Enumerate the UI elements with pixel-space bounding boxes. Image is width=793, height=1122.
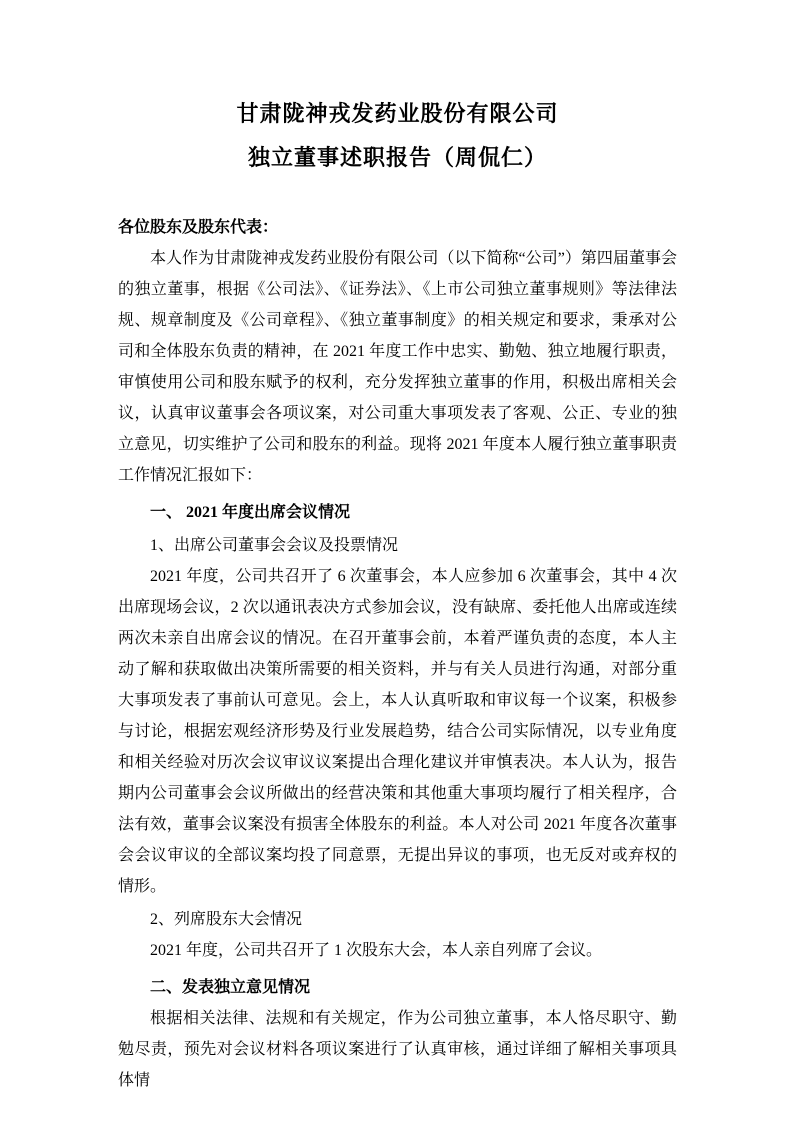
paragraph-shareholder-meeting: 2021 年度，公司共召开了 1 次股东大会，本人亲自列席了会议。 <box>150 942 603 959</box>
document-title-line-2: 独立董事述职报告（周侃仁） <box>247 145 547 170</box>
paragraph-independent-opinions: 根据相关法律、法规和有关规定，作为公司独立董事，本人恪尽职守、勤勉尽责，预先对会议材料各项议案进行了认真审核，通过详细了解相关事项具体情 <box>118 1010 677 1089</box>
paragraph-introduction: 本人作为甘肃陇神戎发药业股份有限公司（以下简称“公司”）第四届董事会的独立董事，根据《公司法》、《证券法》、《上市公司独立董事规则》等法律法规、规章制度及《公司章程》、《独立董事制度》的相关规定和要求，秉承对公司和全体股东负责的精神，在 2021 年度工作中忠实、勤勉、独立地履行职责，审慎使用公司和股东赋予的权利，充分发挥独立董事的作用，积极出席相关会议，认真审议董事会各项议案，对公司重大事项发表了客观、公正、专业的独立意见，切实维护了公司和股东的利益。现将 2021 年度本人履行独立董事职责工作情况汇报如下： <box>118 250 677 484</box>
document-title-line-1: 甘肃陇神戎发药业股份有限公司 <box>236 101 559 126</box>
salutation: 各位股东及股东代表： <box>118 219 279 236</box>
subheading-1-1: 1、出席公司董事会会议及投票情况 <box>150 537 399 554</box>
document-title <box>118 92 677 180</box>
section-heading-1: 一、 2021 年度出席会议情况 <box>150 504 351 521</box>
document-body <box>118 212 677 1096</box>
section-heading-2: 二、发表独立意见情况 <box>150 979 311 996</box>
subheading-1-2: 2、列席股东大会情况 <box>150 911 303 928</box>
paragraph-board-meetings: 2021 年度，公司共召开了 6 次董事会，本人应参加 6 次董事会，其中 4 次出席现场会议，2 次以通讯表决方式参加会议，没有缺席、委托他人出席或连续两次未亲自出席会议的情况。在召开董事会前，本着严谨负责的态度，本人主动了解和获取做出决策所需要的相关资料，并与有关人员进行沟通，对部分重大事项发表了事前认可意见。会上，本人认真听取和审议每一个议案，积极参与讨论，根据宏观经济形势及行业发展趋势，结合公司实际情况，以专业角度和相关经验对历次会议审议议案提出合理化建议并审慎表决。本人认为，报告期内公司董事会会议所做出的经营决策和其他重大事项均履行了相关程序，合法有效，董事会议案没有损害全体股东的利益。本人对公司 2021 年度各次董事会会议审议的全部议案均投了同意票，无提出异议的事项，也无反对或弃权的情形。 <box>118 568 677 895</box>
